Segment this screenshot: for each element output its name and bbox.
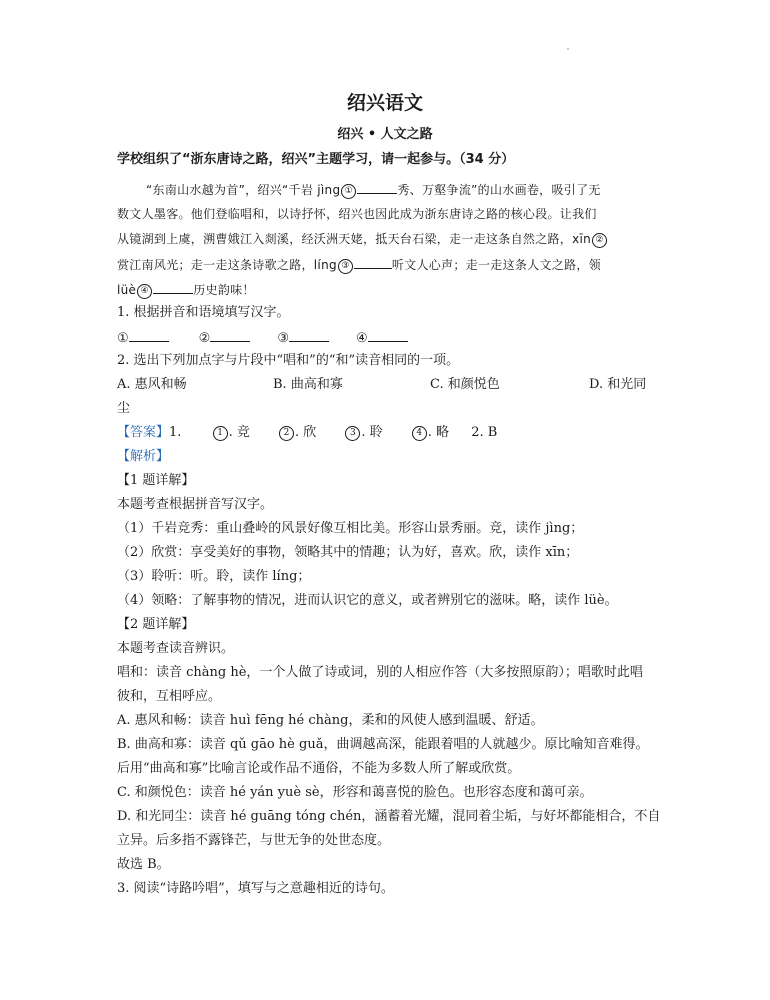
detail-2-line-8: 立异。后多指不露锋芒，与世无争的处世态度。 xyxy=(117,833,391,848)
blank-number-4: ④ xyxy=(137,284,152,299)
q2-option-c: C. 和颜悦色 xyxy=(430,377,500,392)
detail-2-line-7: D. 和光同尘：读音 hé guāng tóng chén，涵蓄着光耀，混同着尘垢，与好坏都能相合，不自 xyxy=(117,809,661,824)
passage-line-4 xyxy=(117,255,601,274)
detail-2-line-4: B. 曲高和寡：读音 qǔ gāo hè guǎ，曲调越高深，能跟着唱的人就越少。原比喻知音难得。 xyxy=(117,737,649,752)
q1-blank-label-1: ① xyxy=(117,331,129,346)
blank-number-2: ② xyxy=(592,233,607,248)
passage-text: lüè xyxy=(117,283,137,297)
section-intro: 学校组织了“浙东唐诗之路，绍兴”主题学习，请一起参与。（34 分） xyxy=(117,152,515,167)
detail-1-intro: 本题考查根据拼音写汉字。 xyxy=(117,497,274,512)
fill-blank-1[interactable] xyxy=(357,180,397,194)
q1-blank-3[interactable] xyxy=(289,328,329,342)
passage-line-1 xyxy=(146,180,601,199)
detail-1-line-1: （1）千岩竞秀：重山叠岭的风景好像互相比美。形容山景秀丽。竞，读作 jìng； xyxy=(117,521,584,536)
detail-1-line-3: （3）聆听：听。聆，读作 líng； xyxy=(117,569,311,584)
page-title: 绍兴语文 xyxy=(346,92,423,114)
answer-char-3: . 聆 xyxy=(361,425,383,440)
fill-blank-4[interactable] xyxy=(153,280,193,294)
analysis-tag: 【解析】 xyxy=(117,449,170,464)
answer-number-3: 3 xyxy=(345,426,360,441)
question-2: 2. 选出下列加点字与片段中“唱和”的“和”读音相同的一项。 xyxy=(117,353,460,368)
passage-text: 赏江南风光；走一走这条诗歌之路，líng xyxy=(117,258,337,272)
passage-text: 听文人心声；走一走这条人文之路，领 xyxy=(391,258,602,272)
blank-number-1: ① xyxy=(341,184,356,199)
q1-blank-2[interactable] xyxy=(210,328,250,342)
detail-1-line-4: （4）领略：了解事物的情况，进而认识它的意义，或者辨别它的滋味。略，读作 lüè。 xyxy=(117,593,618,608)
answer-number-1: 1 xyxy=(213,426,228,441)
fill-blank-3[interactable] xyxy=(354,255,392,269)
q1-blank-4[interactable] xyxy=(368,328,408,342)
answer-line xyxy=(117,424,497,442)
detail-2-line-3: A. 惠风和畅：读音 huì fēng hé chàng，柔和的风使人感到温暖、舒适。 xyxy=(117,713,544,728)
detail-2-line-9: 故选 B。 xyxy=(117,857,170,872)
passage-line-5 xyxy=(117,280,255,299)
q1-blank-label-2: ② xyxy=(198,331,211,346)
passage-line-3 xyxy=(117,230,608,248)
question-3: 3. 阅读“诗路吟唱”，填写与之意趣相近的诗句。 xyxy=(117,881,394,896)
answer-char-2: . 欣 xyxy=(294,425,317,440)
q2-option-d: D. 和光同 xyxy=(589,377,647,392)
answer-char-1: . 竞 xyxy=(228,425,250,440)
passage-line-2: 数文人墨客。他们登临唱和，以诗抒怀，绍兴也因此成为浙东唐诗之路的核心段。让我们 xyxy=(117,207,597,221)
answer-number-2: 2 xyxy=(279,426,294,441)
blank-number-3: ③ xyxy=(338,259,353,274)
page-dot-mark xyxy=(567,48,569,50)
q1-blank-label-3: ③ xyxy=(277,331,289,346)
detail-2-line-2: 彼和，互相呼应。 xyxy=(117,689,222,704)
passage-text: 秀、万壑争流”的山水画卷，吸引了无 xyxy=(397,183,601,197)
q2-option-a: A. 惠风和畅 xyxy=(117,377,187,392)
answer-q2: 2. B xyxy=(471,425,498,440)
answer-char-4: . 略 xyxy=(427,425,450,440)
detail-2-line-5: 后用“曲高和寡”比喻言论或作品不通俗，不能为多数人所了解或欣赏。 xyxy=(117,761,521,776)
detail-2-line-6: C. 和颜悦色：读音 hé yán yuè sè，形容和蔼喜悦的脸色。也形容态度和蔼可亲。 xyxy=(117,785,593,800)
passage-text: “东南山水越为首”，绍兴“千岩 jìng xyxy=(146,183,341,197)
q1-blank-1[interactable] xyxy=(129,328,169,342)
detail-2-intro: 本题考查读音辨识。 xyxy=(117,641,235,656)
answer-number-4: 4 xyxy=(412,426,427,441)
passage-text: 历史韵味！ xyxy=(193,283,255,297)
detail-1-line-2: （2）欣赏：享受美好的事物，领略其中的情趣；认为好，喜欢。欣，读作 xīn； xyxy=(117,545,579,560)
question-1: 1. 根据拼音和语境填写汉字。 xyxy=(117,305,290,320)
q2-option-b: B. 曲高和寡 xyxy=(273,377,343,392)
q1-blank-label-4: ④ xyxy=(355,331,368,346)
passage-text: 从镜湖到上虞，溯曹娥江入剡溪，经沃洲天姥，抵天台石梁，走一走这条自然之路，xīn xyxy=(117,232,592,246)
detail-2-line-1: 唱和：读音 chàng hè，一个人做了诗或词，别的人相应作答（大多按照原韵）；唱歌时此唱 xyxy=(117,665,643,680)
answer-lead: 1. xyxy=(169,425,182,440)
detail-2-head: 【2 题详解】 xyxy=(117,617,195,632)
answer-tag: 【答案】 xyxy=(117,425,170,440)
q2-option-d-wrap: 尘 xyxy=(117,401,131,416)
detail-1-head: 【1 题详解】 xyxy=(117,473,195,488)
page-subtitle: 绍兴 • 人文之路 xyxy=(337,127,433,142)
q1-answer-blanks xyxy=(117,328,408,348)
